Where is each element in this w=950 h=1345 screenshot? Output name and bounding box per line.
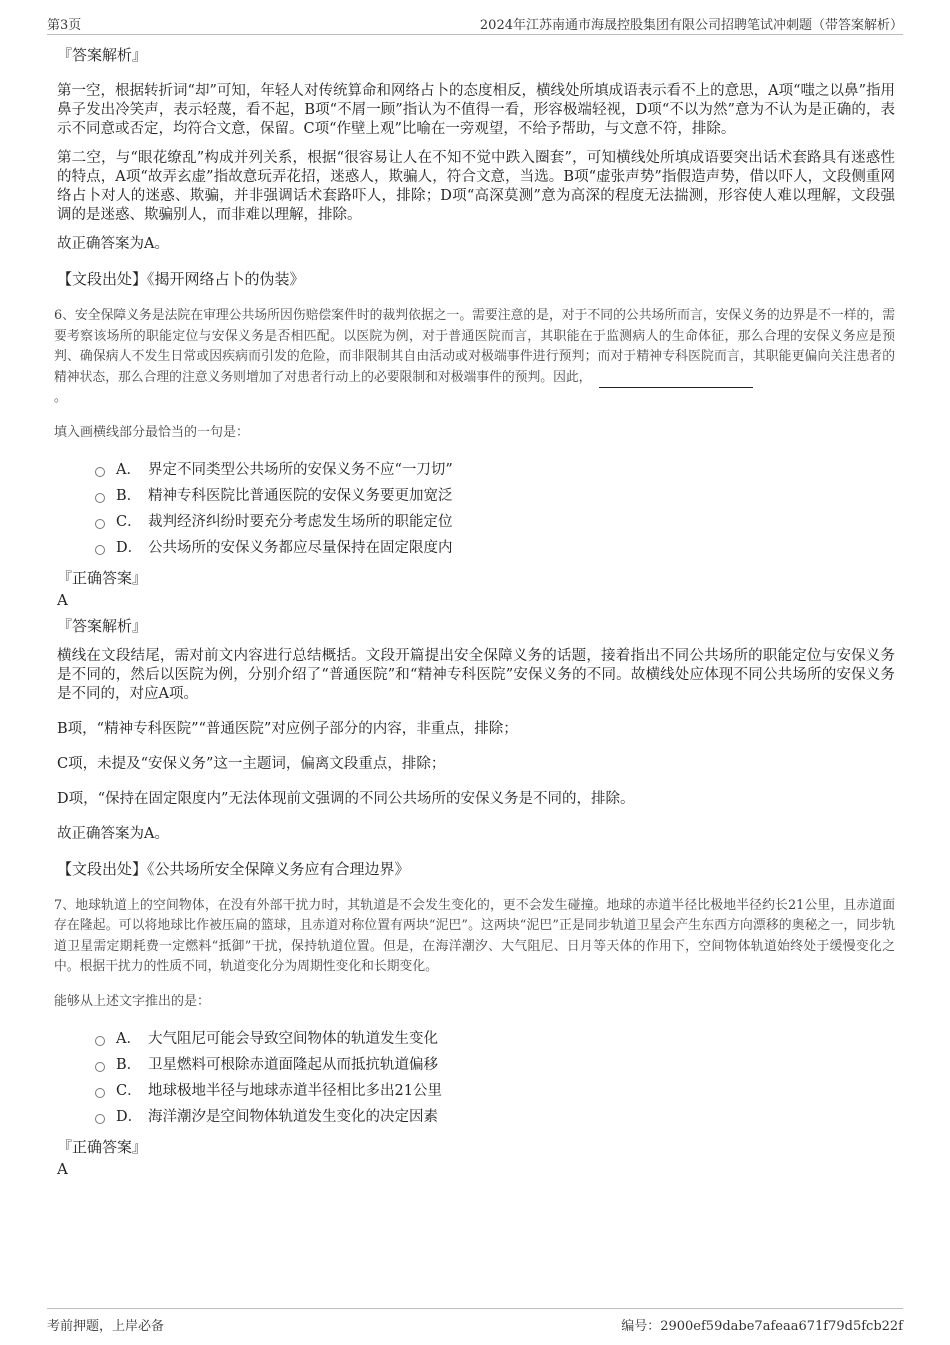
q6-analysis-para-3: C项，未提及“安保义务”这一主题词，偏离文段重点，排除；	[57, 755, 446, 772]
option-text: 公共场所的安保义务都应尽量保持在固定限度内	[148, 539, 453, 556]
q7-correct-label: 『正确答案』	[57, 1137, 148, 1156]
q5-analysis-para-2: 第二空，与“眼花缭乱”构成并列关系，根据“很容易让人在不知不觉中跌入圈套”，可知横线处所填成语要突出话术套路具有迷惑性的特点，A项“故弄玄虚”指故意玩弄花招，迷惑人，欺骗人，符合文意，当选。B项“虚张声势”指假造声势，借以吓人，文段侧重网络占卜对人的迷惑、欺骗，并非强调话术套路吓人，排除；D项“高深莫测”意为高深的程度无法揣测，形容使人难以理解，文段强调的是迷惑、欺骗别人，而非难以理解，排除。	[57, 150, 895, 223]
q6-analysis-label: 『答案解析』	[57, 616, 148, 635]
option-letter: C．	[116, 513, 142, 530]
q6-option-d[interactable]	[95, 535, 895, 561]
q5-analysis-para-1: 第一空，根据转折词“却”可知，年轻人对传统算命和网络占卜的态度相反，横线处所填成语表示看不上的意思，A项“嗤之以鼻”指用鼻子发出冷笑声，表示轻蔑，看不起，B项“不屑一顾”指认为不值得一看，形容极端轻视，D项“不以为然”意为不认为是正确的，表示不同意或否定，均符合文意，保留。C项“作壁上观”比喻在一旁观望，不给予帮助，与文意不符，排除。	[57, 83, 895, 137]
q6-correct-answer: A	[57, 590, 68, 609]
document-title: 2024年江苏南通市海晟控股集团有限公司招聘笔试冲刺题（带答案解析）	[479, 18, 903, 33]
option-text: 大气阻尼可能会导致空间物体的轨道发生变化	[148, 1030, 438, 1047]
q6-source: 【文段出处】《公共场所安全保障义务应有合理边界》	[57, 859, 410, 878]
option-letter: A．	[116, 1030, 141, 1047]
q6-question-body: 6、安全保障义务是法院在审理公共场所因伤赔偿案件时的裁判依据之一。需要注意的是，对于不同的公共场所而言，安保义务的边界是不一样的，需要考察该场所的职能定位与安保义务是否相匹配。以医院为例，对于普通医院而言，其职能在于监测病人的生命体征，那么合理的安保义务应是预判、确保病人不发生日常或因疾病而引发的危险，而非限制其自由活动或对极端事件进行预判；而对于精神专科医院而言，其职能更偏向关注患者的精神状态，那么合理的注意义务则增加了对患者行动上的必要限制和对极端事件的预判。因此，	[54, 308, 895, 385]
q7-prompt: 能够从上述文字推出的是：	[54, 993, 211, 1009]
radio-icon[interactable]	[95, 467, 105, 477]
footer-slogan: 考前押题，上岸必备	[47, 1319, 165, 1334]
q7-correct-answer: A	[57, 1159, 68, 1178]
option-text: 地球极地半径与地球赤道半径相比多出21公里	[148, 1082, 442, 1099]
page-content	[54, 40, 895, 1180]
page-header	[47, 12, 903, 35]
q6-option-a[interactable]	[95, 457, 895, 483]
page-footer	[47, 1308, 903, 1339]
q7-option-d[interactable]	[95, 1104, 895, 1130]
q6-analysis-conclusion: 故正确答案为A。	[57, 825, 169, 842]
q6-answer-blank	[599, 373, 753, 388]
q6-option-c[interactable]	[95, 509, 895, 535]
option-text: 卫星燃料可根除赤道面隆起从而抵抗轨道偏移	[148, 1056, 438, 1073]
radio-icon[interactable]	[95, 519, 105, 529]
option-text: 裁判经济纠纷时要充分考虑发生场所的职能定位	[148, 513, 453, 530]
q7-option-c[interactable]	[95, 1078, 895, 1104]
radio-icon[interactable]	[95, 1114, 105, 1124]
option-letter: D．	[116, 1108, 143, 1125]
radio-icon[interactable]	[95, 545, 105, 555]
option-text: 界定不同类型公共场所的安保义务不应“一刀切”	[148, 461, 453, 478]
q7-option-b[interactable]	[95, 1052, 895, 1078]
q6-question-end: 。	[54, 390, 67, 405]
option-text: 海洋潮汐是空间物体轨道发生变化的决定因素	[148, 1108, 438, 1125]
radio-icon[interactable]	[95, 493, 105, 503]
q6-correct-label: 『正确答案』	[57, 568, 148, 587]
q5-source: 【文段出处】《揭开网络占卜的伪装》	[57, 270, 305, 288]
q6-analysis-para-1: 横线在文段结尾，需对前文内容进行总结概括。文段开篇提出安全保障义务的话题，接着指出不同公共场所的职能定位与安保义务是不同的，然后以医院为例，分别介绍了“普通医院”和“精神专科医院”安保义务的不同。故横线处应体现不同公共场所的安保义务是不同的，对应A项。	[57, 647, 895, 702]
q5-analysis-conclusion: 故正确答案为A。	[57, 236, 169, 252]
q6-prompt: 填入画横线部分最恰当的一句是：	[54, 424, 250, 440]
q7-question-text: 7、地球轨道上的空间物体，在没有外部干扰力时，其轨道是不会发生变化的，更不会发生碰撞。地球的赤道半径比极地半径约长21公里，且赤道面存在隆起。可以将地球比作被压扁的篮球，且赤道对称位置有两块“泥巴”。这两块“泥巴”正是同步轨道卫星会产生东西方向漂移的奥秘之一，同步轨道卫星需定期耗费一定燃料“抵御”干扰，保持轨道位置。但是，在海洋潮汐、大气阻尼、日月等天体的作用下，空间物体轨道始终处于缓慢变化之中。根据干扰力的性质不同，轨道变化分为周期性变化和长期变化。	[54, 897, 895, 974]
radio-icon[interactable]	[95, 1088, 105, 1098]
option-letter: B．	[116, 1056, 142, 1073]
page-number: 第3页	[47, 18, 82, 33]
q6-question-text	[54, 306, 895, 409]
q6-option-b[interactable]	[95, 483, 895, 509]
option-letter: D．	[116, 539, 143, 556]
q6-analysis-para-4: D项，“保持在固定限度内”无法体现前文强调的不同公共场所的安保义务是不同的，排除。	[57, 790, 635, 807]
q5-analysis-label: 『答案解析』	[57, 46, 148, 64]
q6-analysis-para-2: B项，“精神专科医院”“普通医院”对应例子部分的内容，非重点，排除；	[57, 720, 518, 737]
option-letter: C．	[116, 1082, 142, 1099]
q6-options	[95, 457, 895, 561]
option-letter: B．	[116, 487, 142, 504]
q7-options	[95, 1026, 895, 1130]
option-text: 精神专科医院比普通医院的安保义务要更加宽泛	[148, 487, 453, 504]
q7-option-a[interactable]	[95, 1026, 895, 1052]
radio-icon[interactable]	[95, 1036, 105, 1046]
radio-icon[interactable]	[95, 1062, 105, 1072]
document-serial: 编号：2900ef59dabe7afeaa671f79d5fcb22f	[621, 1319, 903, 1334]
option-letter: A．	[116, 461, 141, 478]
